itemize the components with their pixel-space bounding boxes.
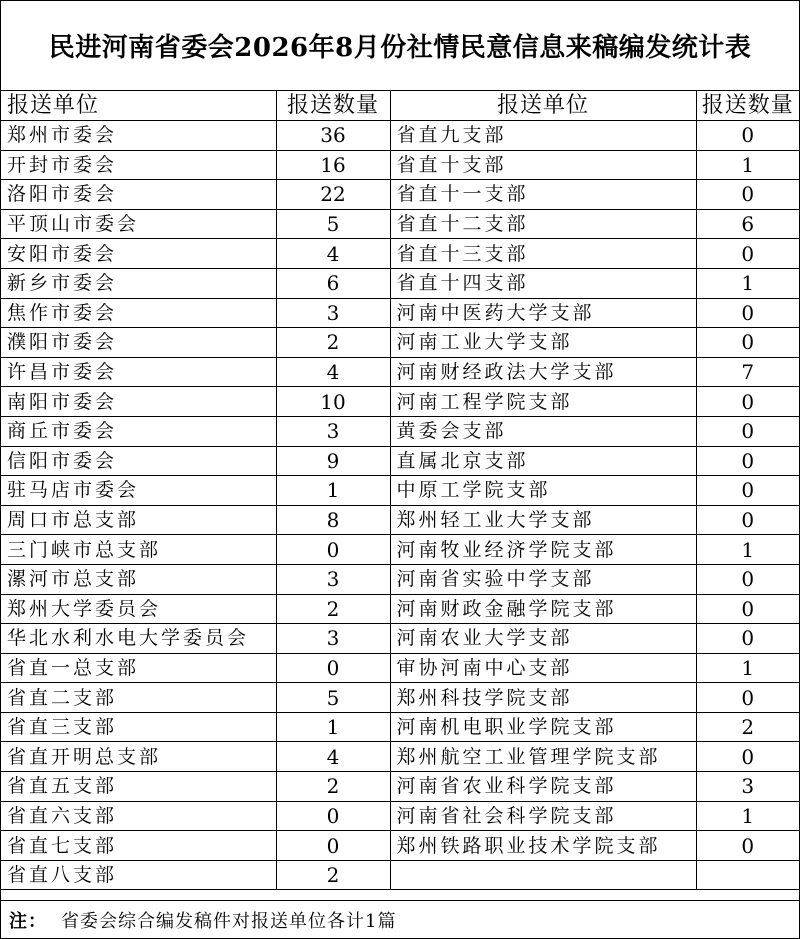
unit-cell-right: 省直十三支部	[390, 239, 696, 269]
unit-cell-right: 审协河南中心支部	[390, 653, 696, 683]
unit-cell-right: 河南省社会科学院支部	[390, 801, 696, 831]
table-row	[1, 535, 799, 565]
count-cell-left: 2	[276, 594, 390, 624]
footnote-text: 省委会综合编发稿件对报送单位各计1篇	[61, 910, 397, 932]
count-cell-right: 1	[696, 535, 799, 565]
count-cell-left: 0	[276, 801, 390, 831]
unit-cell-right: 河南中医药大学支部	[390, 298, 696, 328]
unit-cell-left: 省直二支部	[1, 683, 276, 713]
count-cell-right: 1	[696, 150, 799, 180]
count-cell-right: 0	[696, 624, 799, 654]
table-row	[1, 564, 799, 594]
table-row	[1, 239, 799, 269]
table-row	[1, 742, 799, 772]
count-cell-left: 8	[276, 505, 390, 535]
unit-cell-left: 濮阳市委会	[1, 328, 276, 358]
unit-cell-left: 省直五支部	[1, 772, 276, 802]
count-cell-right: 0	[696, 831, 799, 861]
statistics-table	[1, 91, 799, 890]
table-row	[1, 298, 799, 328]
count-cell-left: 22	[276, 180, 390, 210]
unit-cell-right	[390, 860, 696, 890]
unit-cell-right: 河南牧业经济学院支部	[390, 535, 696, 565]
count-cell-right: 1	[696, 268, 799, 298]
table-row	[1, 268, 799, 298]
unit-cell-right: 河南财经政法大学支部	[390, 357, 696, 387]
table-row	[1, 446, 799, 476]
table-row	[1, 712, 799, 742]
table-header-row	[1, 91, 799, 121]
count-cell-right: 0	[696, 742, 799, 772]
count-cell-right: 0	[696, 683, 799, 713]
count-cell-left: 4	[276, 239, 390, 269]
unit-cell-right: 黄委会支部	[390, 416, 696, 446]
footnote	[1, 900, 799, 938]
count-cell-left: 16	[276, 150, 390, 180]
unit-cell-left: 南阳市委会	[1, 387, 276, 417]
unit-cell-left: 三门峡市总支部	[1, 535, 276, 565]
unit-cell-left: 省直八支部	[1, 860, 276, 890]
unit-cell-right: 郑州航空工业管理学院支部	[390, 742, 696, 772]
count-cell-right: 0	[696, 328, 799, 358]
unit-cell-right: 郑州科技学院支部	[390, 683, 696, 713]
unit-cell-right: 省直九支部	[390, 121, 696, 151]
count-cell-right: 0	[696, 594, 799, 624]
unit-cell-left: 省直开明总支部	[1, 742, 276, 772]
count-cell-right: 0	[696, 416, 799, 446]
unit-cell-left: 省直七支部	[1, 831, 276, 861]
count-cell-left: 0	[276, 535, 390, 565]
count-cell-left: 36	[276, 121, 390, 151]
unit-cell-left: 开封市委会	[1, 150, 276, 180]
unit-cell-right: 直属北京支部	[390, 446, 696, 476]
unit-cell-left: 漯河市总支部	[1, 564, 276, 594]
count-cell-right: 1	[696, 801, 799, 831]
table-row	[1, 594, 799, 624]
count-cell-right: 0	[696, 298, 799, 328]
table-row	[1, 416, 799, 446]
unit-cell-left: 新乡市委会	[1, 268, 276, 298]
header-unit-left: 报送单位	[1, 91, 276, 121]
footnote-label: 注：	[9, 910, 47, 932]
unit-cell-left: 郑州大学委员会	[1, 594, 276, 624]
unit-cell-right: 省直十四支部	[390, 268, 696, 298]
table-row	[1, 683, 799, 713]
count-cell-left: 3	[276, 624, 390, 654]
unit-cell-right: 河南机电职业学院支部	[390, 712, 696, 742]
count-cell-left: 4	[276, 742, 390, 772]
table-row	[1, 209, 799, 239]
count-cell-left: 2	[276, 772, 390, 802]
unit-cell-left: 省直一总支部	[1, 653, 276, 683]
unit-cell-right: 省直十一支部	[390, 180, 696, 210]
unit-cell-right: 河南省农业科学院支部	[390, 772, 696, 802]
table-row	[1, 653, 799, 683]
unit-cell-left: 许昌市委会	[1, 357, 276, 387]
count-cell-left: 0	[276, 653, 390, 683]
unit-cell-right: 省直十二支部	[390, 209, 696, 239]
unit-cell-left: 周口市总支部	[1, 505, 276, 535]
unit-cell-left: 洛阳市委会	[1, 180, 276, 210]
table-row	[1, 831, 799, 861]
header-count-left: 报送数量	[276, 91, 390, 121]
table-body	[1, 121, 799, 890]
table-row	[1, 476, 799, 506]
table-row	[1, 180, 799, 210]
unit-cell-right: 河南工程学院支部	[390, 387, 696, 417]
count-cell-left: 6	[276, 268, 390, 298]
header-count-right: 报送数量	[696, 91, 799, 121]
table-row	[1, 357, 799, 387]
table-row	[1, 150, 799, 180]
count-cell-left: 1	[276, 476, 390, 506]
count-cell-right: 6	[696, 209, 799, 239]
count-cell-left: 3	[276, 564, 390, 594]
count-cell-left: 5	[276, 209, 390, 239]
count-cell-right: 0	[696, 476, 799, 506]
unit-cell-right: 河南财政金融学院支部	[390, 594, 696, 624]
count-cell-left: 4	[276, 357, 390, 387]
unit-cell-right: 郑州铁路职业技术学院支部	[390, 831, 696, 861]
unit-cell-right: 郑州轻工业大学支部	[390, 505, 696, 535]
count-cell-right: 3	[696, 772, 799, 802]
unit-cell-left: 华北水利水电大学委员会	[1, 624, 276, 654]
table-row	[1, 328, 799, 358]
count-cell-left: 10	[276, 387, 390, 417]
count-cell-left: 3	[276, 298, 390, 328]
count-cell-right: 0	[696, 180, 799, 210]
count-cell-right: 0	[696, 505, 799, 535]
table-row	[1, 801, 799, 831]
unit-cell-left: 郑州市委会	[1, 121, 276, 151]
count-cell-right: 1	[696, 653, 799, 683]
unit-cell-left: 信阳市委会	[1, 446, 276, 476]
count-cell-left: 9	[276, 446, 390, 476]
header-unit-right: 报送单位	[390, 91, 696, 121]
count-cell-right: 0	[696, 387, 799, 417]
table-row	[1, 772, 799, 802]
count-cell-right: 0	[696, 564, 799, 594]
count-cell-left: 3	[276, 416, 390, 446]
unit-cell-left: 焦作市委会	[1, 298, 276, 328]
count-cell-right: 2	[696, 712, 799, 742]
count-cell-left: 2	[276, 860, 390, 890]
table-row	[1, 505, 799, 535]
count-cell-left: 5	[276, 683, 390, 713]
count-cell-right: 0	[696, 121, 799, 151]
unit-cell-left: 省直三支部	[1, 712, 276, 742]
unit-cell-right: 河南农业大学支部	[390, 624, 696, 654]
unit-cell-right: 河南工业大学支部	[390, 328, 696, 358]
count-cell-left: 0	[276, 831, 390, 861]
count-cell-left: 2	[276, 328, 390, 358]
table-row	[1, 387, 799, 417]
unit-cell-left: 商丘市委会	[1, 416, 276, 446]
table-row	[1, 860, 799, 890]
count-cell-right: 7	[696, 357, 799, 387]
unit-cell-left: 安阳市委会	[1, 239, 276, 269]
unit-cell-right: 中原工学院支部	[390, 476, 696, 506]
unit-cell-left: 驻马店市委会	[1, 476, 276, 506]
unit-cell-right: 省直十支部	[390, 150, 696, 180]
table-row	[1, 624, 799, 654]
unit-cell-right: 河南省实验中学支部	[390, 564, 696, 594]
count-cell-right: 0	[696, 239, 799, 269]
page-title: 民进河南省委会2026年8月份社情民意信息来稿编发统计表	[1, 1, 799, 91]
unit-cell-left: 平顶山市委会	[1, 209, 276, 239]
unit-cell-left: 省直六支部	[1, 801, 276, 831]
count-cell-right	[696, 860, 799, 890]
count-cell-left: 1	[276, 712, 390, 742]
table-row	[1, 121, 799, 151]
count-cell-right: 0	[696, 446, 799, 476]
